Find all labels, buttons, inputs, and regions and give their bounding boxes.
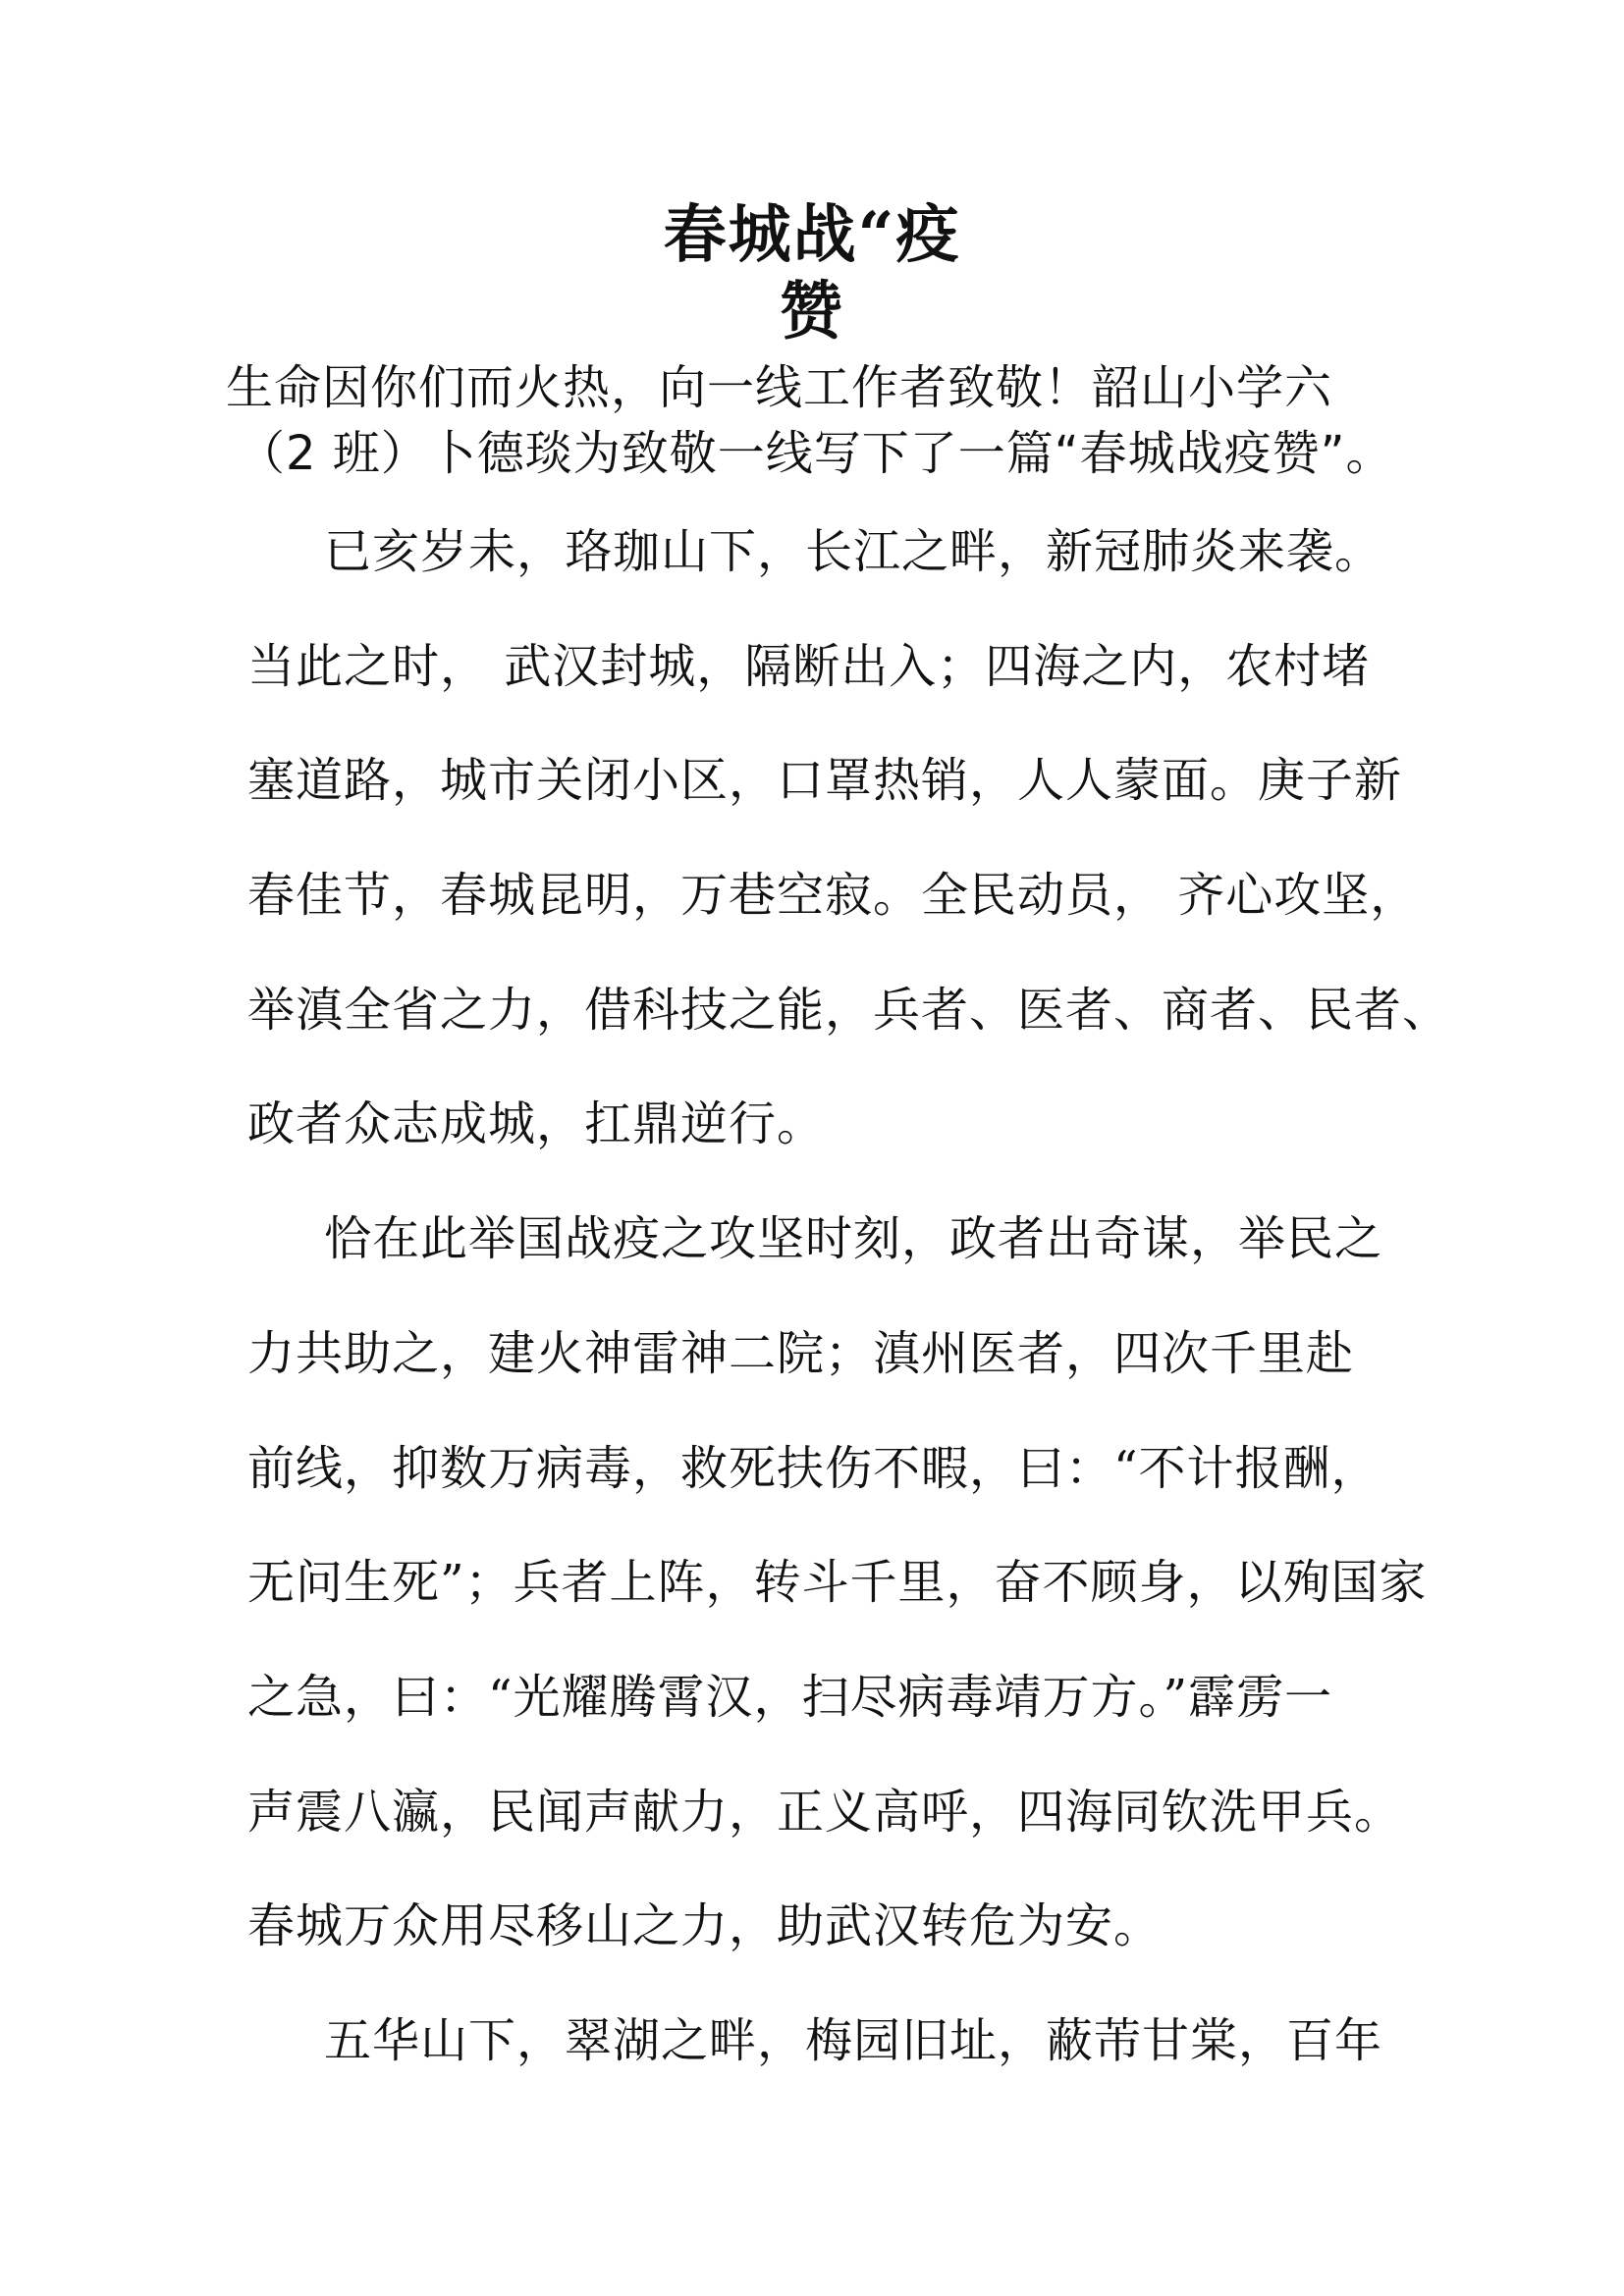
title-line-2: 赞 (780, 275, 844, 348)
body-line: 春佳节，春城昆明，万巷空寂。全民动员， 齐心攻坚， (247, 868, 1419, 924)
intro-line: 生命因你们而火热，向一线工作者致敬！韶山小学六 (226, 360, 1333, 415)
body-line: 声震八瀛，民闻声献力，正义高呼，四海同钦洗甲兵。 (247, 1784, 1403, 1840)
body-text (247, 512, 1451, 2116)
intro-line: （2 班）卜德琰为致敬一线写下了一篇“春城战疫赞”。 (238, 426, 1394, 481)
title-line-1: 春城战“疫 (663, 198, 961, 272)
body-line: 力共助之，建火神雷神二院；滇州医者，四次千里赴 (247, 1325, 1355, 1381)
body-line: 无问生死”；兵者上阵，转斗千里，奋不顾身，以殉国家 (247, 1555, 1428, 1611)
body-line: 政者众志成城，扛鼎逆行。 (247, 1096, 826, 1152)
body-line: 已亥岁未，珞珈山下，长江之畔，新冠肺炎来袭。 (324, 524, 1383, 579)
body-line: 五华山下，翠湖之畔，梅园旧址，蔽芾甘棠，百年 (324, 2012, 1383, 2068)
body-line: 塞道路，城市关闭小区，口罩热销，人人蒙面。庚子新 (247, 753, 1403, 809)
body-line: 之急，曰：“光耀腾霄汉，扫尽病毒靖万方。”霹雳一 (247, 1669, 1333, 1725)
body-line: 举滇全省之力，借科技之能，兵者、医者、商者、民者、 (247, 982, 1451, 1038)
body-line: 前线，抑数万病毒，救死扶伤不暇，曰：“不计报酬， (247, 1440, 1380, 1496)
body-line: 恰在此举国战疫之攻坚时刻，政者出奇谋，举民之 (324, 1211, 1383, 1267)
intro-paragraph (226, 355, 1522, 487)
body-line: 当此之时， 武汉封城，隔断出入；四海之内，农村堵 (247, 638, 1371, 694)
body-line: 春城万众用尽移山之力，助武汉转危为安。 (247, 1898, 1163, 1954)
